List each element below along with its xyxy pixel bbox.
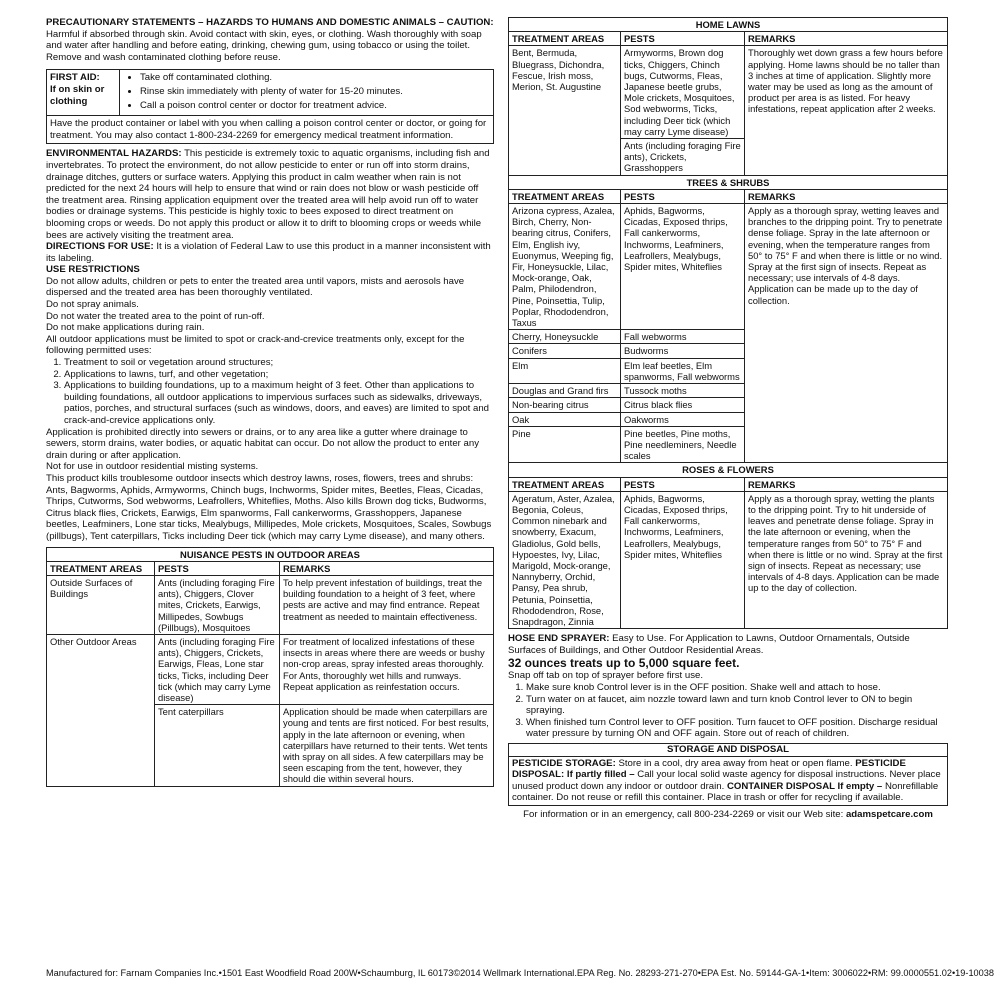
remarks-cell: Thoroughly wet down grass a few hours before applying. Home lawns should be no taller than 3 inches at time of application. Slightly more water may be used as long as the amount of product per area is as listed. For heavy infestations, repeat application after 2 weeks. [745,46,948,175]
first-aid-sublabel: If on skin or clothing [50,83,105,107]
treatment-area-cell: Bent, Bermuda, Bluegrass, Dichondra, Fescue, Irish moss, Merion, St. Augustine [509,46,621,175]
contact-line [508,809,948,821]
remarks-cell: For treatment of localized infestations of these insects in areas where there are weeds or bushy non-crop areas, spray infested areas thoroughly. For Ants, thoroughly wet hills and runways. Repeat application as reinfestation occurs. [280,634,494,704]
pests-cell: Budworms [621,344,745,358]
sprayer-intro [508,633,948,656]
footer-epa-est: EPA Est. No. 59144-GA-1 [701,968,807,978]
column-header: REMARKS [745,189,948,203]
treatment-area-cell: Elm [509,358,621,383]
column-header: TREATMENT AREAS [47,561,155,575]
treatment-area-cell: Outside Surfaces of Buildings [47,575,155,634]
bullet-icon: • [218,968,222,978]
use-restrictions-para: This product kills troublesome outdoor insects which destroy lawns, roses, flowers, trees and shrubs: Ants, Bagworms, Aphids, Armyworms, Chinch bugs, Inchworms, Spider mites, Beetles, Fleas, Cicadas, Thrips, Cutworms, Sod webworms, Leafrollers, Whiteflies, Moths. Also kills Brown dog ticks, Budworms, Citrus black flies, Crickets, Earwigs, Elm spanworms, Fall cankerworms, Grasshoppers, Japanese beetles, Leafminers, Lone star ticks, Mealybugs, Millipedes, Mole crickets, Mosquitoes, Scales, Sowbugs (pillbugs), Tent caterpillars, Ticks including Deer tick (which may carry Lyme disease), and many others. [46,472,492,542]
footer-code: 19-10038 [955,968,994,978]
directions-heading: DIRECTIONS FOR USE: [46,241,154,253]
use-restrictions-para: Do not make applications during rain. [46,322,205,334]
pests-cell: Fall webworms [621,330,745,344]
storage-text: Store in a cool, dry area away from heat or open flame. [618,757,853,769]
home-lawns-title: HOME LAWNS [509,18,948,32]
directions-text: It is a violation of Federal Law to use this product in a manner inconsistent with its labeling. [46,241,491,264]
treatment-area-cell: Oak [509,412,621,426]
sprayer-heading: HOSE END SPRAYER: [508,633,610,645]
environmental-heading: ENVIRONMENTAL HAZARDS: [46,148,182,160]
pests-cell: Tent caterpillars [155,705,280,786]
first-aid-step: • Rinse skin immediately with plenty of water for 15-20 minutes. [140,86,403,98]
website-link[interactable]: adamspetcare.com [845,808,933,820]
contact-text: For information or in an emergency, call 800-234-2269 or visit our Web site: [523,808,844,820]
remarks-cell: To help prevent infestation of buildings, treat the building foundation to a height of 3 feet, where pests are active and may find entrance. Repeat treatment as needed to maintain effectiveness. [280,575,494,634]
footer-address: 1501 East Woodfield Road 200W [221,968,358,978]
remarks-cell: Apply as a thorough spray, wetting leaves and branches to the dripping point. Try to penetrate dense foliage. Spray in the late afternoon or evening, when the temperature ranges from 50° to 75° F and when there is little or no wind. Spray at the first sign of insects. Repeat as necessary; use intervals of 4-8 days. Application can be made up to the day of collection. [745,204,948,463]
remarks-cell: Apply as a thorough spray, wetting the plants to the dripping point. Try to hit underside of leaves and penetrate dense foliage. Spray in the late afternoon or evening, when the temperature ranges from 50° to 75° F and when there is little or no wind. Spray at the first sign of insects. Repeat as necessary; use intervals of 4-8 days. Application can be made up to the day of collection. [745,491,948,628]
permitted-use: 3. Applications to building foundations, up to a maximum height of 3 feet. Other than applications to building foundations, all outdoor applications to impervious surfaces such as sidewalks, driveways, patios, porches, and structural surfaces (such as windows, doors, and eaves) are limited to spot and crack-and-crevice applications only. [64,380,494,426]
snap-tab-note: Snap off tab on top of sprayer before first use. [508,670,704,682]
permitted-uses-list [46,357,494,427]
treatment-area-cell: Other Outdoor Areas [47,634,155,786]
hose-end-sprayer-section [508,633,948,740]
first-aid-box [46,69,494,144]
pests-cell: Ants (including foraging Fire ants), Crickets, Grasshoppers [621,139,745,176]
first-aid-row [47,70,493,116]
use-restrictions-para: Do not water the treated area to the point of run-off. [46,310,265,322]
first-aid-steps [120,70,403,115]
sprayer-steps [508,682,948,740]
storage-disposal-box [508,743,948,806]
pests-cell: Pine beetles, Pine moths, Pine needleminers, Needle scales [621,426,745,463]
first-aid-note: Have the product container or label with you when calling a poison control center or doctor, or going for treatment. You may also contact 1-800-234-2269 for emergency medical treatment information. [50,118,487,141]
first-aid-step: • Take off contaminated clothing. [140,72,403,84]
sprayer-step: 2. Turn water on at faucet, aim nozzle toward lawn and turn knob Control lever to ON to begin spraying. [526,694,948,717]
permitted-use: 1. Treatment to soil or vegetation around structures; [64,357,494,369]
column-header: PESTS [155,561,280,575]
table-header-row [509,189,948,203]
left-column [46,17,494,787]
table-header-row [47,561,494,575]
environmental-text: This pesticide is extremely toxic to aquatic organisms, including fish and invertebrates. To protect the environment, do not allow pesticide to enter or run off into storm drains, drainage ditches, gutters or surface waters. Applying this product in calm weather when rain is not predicted for the next 24 hours will help to ensure that wind or rain does not blow or wash pesticide off the treatment area. Rinsing application equipment over the treated area will help avoid run off to water bodies or drainage systems. This pesticide is highly toxic to bees exposed to direct treatment on blooming crops or weeds. Do not apply this product or allow it to drift to blooming crops or weeds while bees are actively visiting the treatment area. [46,148,490,241]
pests-cell: Aphids, Bagworms, Cicadas, Exposed thrips, Fall cankerworms, Inchworms, Leafminers, Leafrollers, Mealybugs, Spider mites, Whiteflies [621,204,745,330]
container-text: Nonrefillable container. Do not reuse or refill this container. Place in trash or offer for recycling if available. [512,780,939,804]
bullet-icon: • [806,968,810,978]
column-header: REMARKS [745,477,948,491]
treatment-area-cell: Conifers [509,344,621,358]
first-aid-step: • Call a poison control center or doctor for treatment advice. [140,100,403,112]
column-header: REMARKS [745,32,948,46]
column-header: PESTS [621,32,745,46]
table-row [47,575,494,634]
use-restrictions-para: Do not allow adults, children or pets to enter the treated area until vapors, mists and aerosols have dispersed and the treated area has been thoroughly ventilated. [46,275,465,299]
sprayer-step: 1. Make sure knob Control lever is in the OFF position. Shake well and attach to hose. [526,682,948,694]
column-header: PESTS [621,189,745,203]
treatment-area-cell: Douglas and Grand firs [509,384,621,398]
footer-rm: RM: 99.0000551.02 [871,968,952,978]
use-restrictions-para: Not for use in outdoor residential misting systems. [46,461,259,473]
footer-epa-reg: EPA Reg. No. 28293-271-270 [576,968,698,978]
treatment-area-cell: Ageratum, Aster, Azalea, Begonia, Coleus, Common ninebark and snowberry, Exacum, Gladiolus, Gold bells, Hypoestes, Ivy, Lilac, Marigold, Mock-orange, Nannyberry, Orchid, Pansy, Pea shrub, Petunia, Poinsettia, Rhododendron, Rose, Snapdragon, Zinnia [509,491,621,628]
treatment-area-cell: Cherry, Honeysuckle [509,330,621,344]
nuisance-table-title: NUISANCE PESTS IN OUTDOOR AREAS [47,547,494,561]
table-row [509,46,948,139]
right-column [508,17,948,820]
column-header: TREATMENT AREAS [509,189,621,203]
precautionary-text: Harmful if absorbed through skin. Avoid contact with skin, eyes, or clothing. Wash thoroughly with soap and water after handling and before eating, drinking, chewing gum, using tobacco or using the toilet. Remove and wash contaminated clothing before reuse. [46,28,482,63]
disposal-text: Call your local solid waste agency for disposal instructions. Never place unused product down any indoor or outdoor drain. [512,769,941,792]
bullet-icon: • [357,968,361,978]
pests-cell: Citrus black flies [621,398,745,412]
footer-bar [46,968,994,978]
disposal-label: PESTICIDE DISPOSAL: If partly filled – [512,757,906,781]
treatment-area-cell: Arizona cypress, Azalea, Birch, Cherry, Non-bearing citrus, Conifers, Elm, English ivy, Euonymus, Weeping fig, Fir, Honeysuckle, Lilac, Mock-orange, Oak, Palm, Philodendron, Pine, Poinsettia, Tulip, Poplar, Rhododendron, Taxus [509,204,621,330]
bullet-icon: • [951,968,956,978]
table-header-row [509,477,948,491]
remarks-cell: Application should be made when caterpillars are young and tents are first noticed. For best results, apply in the late afternoon or evening, when caterpillars have returned to their tents. Wet tents with spray on all sides. A few caterpillars may be seen escaping from the tent, however, they should die within several hours. [280,705,494,786]
nuisance-pests-table [46,547,494,787]
directions-for-use [46,241,494,264]
first-aid-label: FIRST AID: [50,72,100,84]
sprayer-text: Easy to Use. For Application to Lawns, Outdoor Ornamentals, Outside Surfaces of Buildings, and Other Outdoor Residential Areas. [508,633,910,656]
pests-cell: Ants (including foraging Fire ants), Chiggers, Clover mites, Crickets, Earwigs, Millipedes, Sowbugs (Pillbugs), Mosquitoes [155,575,280,634]
precautionary-heading: PRECAUTIONARY STATEMENTS – HAZARDS TO HUMANS AND DOMESTIC ANIMALS – CAUTION: [46,17,494,28]
use-restrictions-para: All outdoor applications must be limited to spot or crack-and-crevice treatments only, except for the following permitted uses: [46,333,465,357]
storage-title: STORAGE AND DISPOSAL [509,744,947,757]
first-aid-label-cell [47,70,120,115]
table-row [47,634,494,704]
treatment-area-cell: Non-bearing citrus [509,398,621,412]
table-row [509,491,948,628]
sprayer-step: 3. When finished turn Control lever to OFF position. Turn faucet to OFF position. Discharge residual water pressure by turning ON and OFF again. Store out of reach of children. [526,717,948,740]
footer-city: Schaumburg, IL 60173 [360,968,454,978]
bullet-icon: • [697,968,702,978]
bullet-icon: • [868,968,872,978]
use-restrictions-para: Application is prohibited directly into sewers or drains, or to any area like a gutter where drainage to sewers, storm drains, water bodies, or aquatic habitat can occur. Do not allow the product to enter any drain during or after application. [46,426,480,461]
precautionary-section [46,17,494,63]
column-header: TREATMENT AREAS [509,477,621,491]
coverage-statement: 32 ounces treats up to 5,000 square feet. [508,656,740,671]
use-restrictions-heading: USE RESTRICTIONS [46,264,140,276]
table-row [509,204,948,330]
pests-cell: Ants (including foraging Fire ants), Chiggers, Crickets, Earwigs, Fleas, Lone star ticks, Ticks, including Deer tick (which may carry Lyme disease) [155,634,280,704]
treatment-area-cell: Pine [509,426,621,463]
pests-cell: Oakworms [621,412,745,426]
roses-flowers-title: ROSES & FLOWERS [509,463,948,477]
footer-manufacturer: Manufactured for: Farnam Companies Inc. [46,968,219,978]
container-label: CONTAINER DISPOSAL If empty – [726,780,883,792]
pests-cell: Tussock moths [621,384,745,398]
footer-item: Item: 3006022 [809,968,869,978]
use-restrictions-para: Do not spray animals. [46,299,139,311]
column-header: REMARKS [280,561,494,575]
storage-label: PESTICIDE STORAGE: [512,757,616,769]
table-header-row [509,32,948,46]
pests-cell: Armyworms, Brown dog ticks, Chiggers, Chinch bugs, Cutworms, Fleas, Japanese beetle grubs, Mole crickets, Mosquitoes, Sod webworms, Ticks, including Deer tick (which may carry Lyme disease) [621,46,745,139]
footer-copyright: ©2014 Wellmark International. [453,968,577,978]
pests-cell: Elm leaf beetles, Elm spanworms, Fall webworms [621,358,745,383]
column-header: TREATMENT AREAS [509,32,621,46]
pests-cell: Aphids, Bagworms, Cicadas, Exposed thrips, Fall cankerworms, Inchworms, Leafminers, Leafrollers, Mealybugs, Spider mites, Whiteflies [621,491,745,628]
column-header: PESTS [621,477,745,491]
trees-shrubs-title: TREES & SHRUBS [509,175,948,189]
permitted-use: 2. Applications to lawns, turf, and other vegetation; [64,369,494,381]
environmental-hazards [46,148,494,241]
storage-body [509,757,947,805]
home-lawns-table [508,17,948,629]
